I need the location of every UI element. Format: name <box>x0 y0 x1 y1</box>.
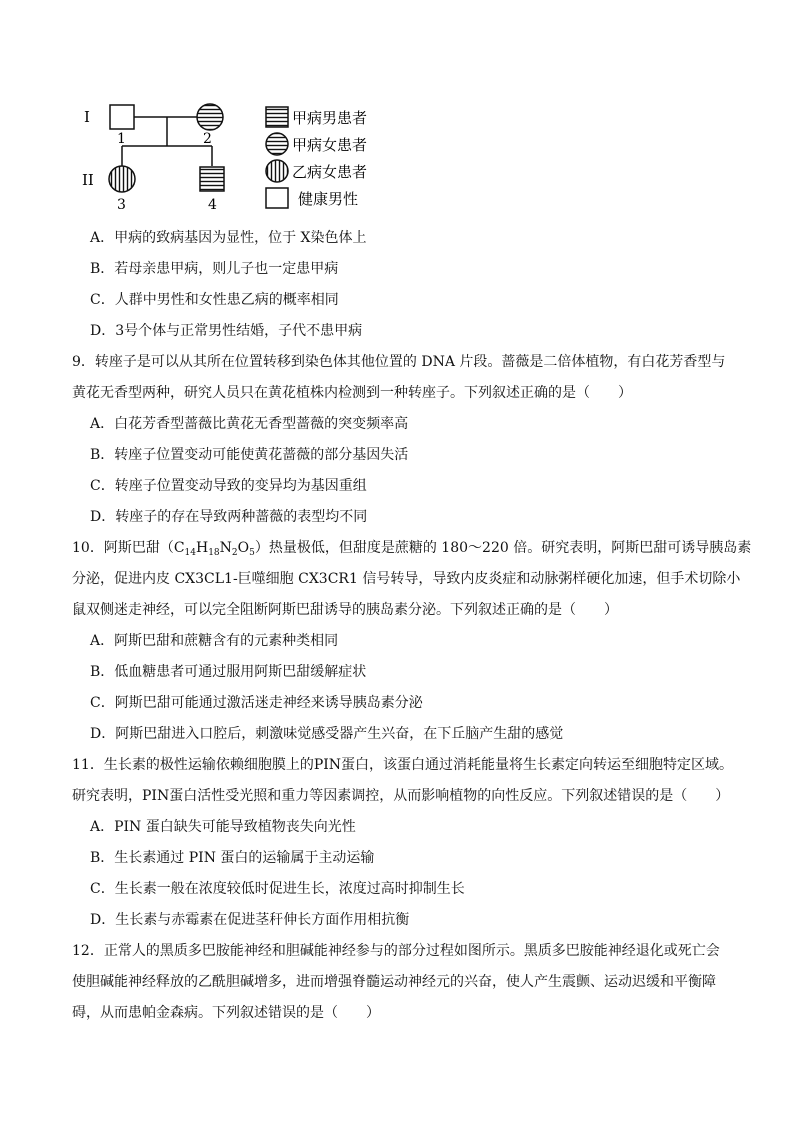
individual-2-circle <box>197 104 223 130</box>
q9-option-d: D．转座子的存在导致两种蔷薇的表型均不同 <box>90 509 368 525</box>
q9-stem-line-1: 9．转座子是可以从其所在位置转移到染色体其他位置的 DNA 片段。蔷薇是二倍体植物，有白花芳香型与 <box>72 354 726 370</box>
individual-4-label: 4 <box>208 197 217 213</box>
q12-stem-line-3: 碍，从而患帕金森病。下列叙述错误的是（ ） <box>72 1005 380 1021</box>
legend-female-a-symbol <box>266 133 288 155</box>
q11-option-d: D．生长素与赤霉素在促进茎秆伸长方面作用相抗衡 <box>90 912 410 928</box>
q10-stem-line-2: 分泌，促进内皮 CX3CL1-巨噬细胞 CX3CR1 信号转导，导致内皮炎症和动脉粥样硬化加速，但手术切除小 <box>72 571 741 587</box>
q10-option-b: B．低血糖患者可通过服用阿斯巴甜缓解症状 <box>90 664 367 680</box>
legend-male-a-label: 甲病男患者 <box>292 109 368 127</box>
q11-stem-line-2: 研究表明，PIN蛋白活性受光照和重力等因素调控，从而影响植物的向性反应。下列叙述错误的是（ ） <box>72 788 730 804</box>
legend-female-b-label: 乙病女患者 <box>292 163 368 181</box>
legend-female-b-symbol <box>266 160 288 182</box>
legend-male-a-symbol <box>266 107 288 127</box>
individual-4-square <box>200 167 224 191</box>
pedigree-chart <box>70 96 410 216</box>
q10-stem-line-1: 10．阿斯巴甜$(C_{14}H_{18}N_2O_5)$热量极低，但甜度是蔗糖的 180～220 倍。研究表明，阿斯巴甜可诱导胰岛素 <box>72 540 752 558</box>
q11-option-a: A．PIN 蛋白缺失可能导致植物丧失向光性 <box>90 819 356 835</box>
q8-option-b: B．若母亲患甲病，则儿子也一定患甲病 <box>90 261 339 277</box>
q8-option-c: C．人群中男性和女性患乙病的概率相同 <box>90 292 339 308</box>
individual-3-label: 3 <box>117 197 126 213</box>
q11-stem-line-1: 11．生长素的极性运输依赖细胞膜上的PIN蛋白，该蛋白通过消耗能量将生长素定向转运至细胞特定区域。 <box>72 757 734 773</box>
q10-option-d: D．阿斯巴甜进入口腔后，刺激味觉感受器产生兴奋，在下丘脑产生甜的感觉 <box>90 726 564 742</box>
q10-option-a: A．阿斯巴甜和蔗糖含有的元素种类相同 <box>90 633 339 649</box>
q8-option-a: A．甲病的致病基因为显性，位于 X染色体上 <box>90 230 367 246</box>
legend-healthy-male-label: 健康男性 <box>298 190 359 208</box>
q9-option-b: B．转座子位置变动可能使黄花蔷薇的部分基因失活 <box>90 447 409 463</box>
q12-stem-line-2: 使胆碱能神经释放的乙酰胆碱增多，进而增强脊髓运动神经元的兴奋，使人产生震颤、运动迟缓和平衡障 <box>72 974 716 990</box>
generation-i-label: I <box>84 108 90 126</box>
q10-stem-line-3: 鼠双侧迷走神经，可以完全阻断阿斯巴甜诱导的胰岛素分泌。下列叙述正确的是（ ） <box>72 602 618 618</box>
q10-option-c: C．阿斯巴甜可能通过激活迷走神经来诱导胰岛素分泌 <box>90 695 423 711</box>
generation-ii-label: II <box>82 171 94 189</box>
individual-1-label: 1 <box>117 131 126 147</box>
individual-2-label: 2 <box>203 131 212 147</box>
q11-option-b: B．生长素通过 PIN 蛋白的运输属于主动运输 <box>90 850 375 866</box>
individual-3-circle <box>109 166 135 192</box>
q12-stem-line-1: 12．正常人的黑质多巴胺能神经和胆碱能神经参与的部分过程如图所示。黑质多巴胺能神经退化或死亡会 <box>72 943 720 959</box>
legend-healthy-male-symbol <box>266 188 288 208</box>
q9-option-a: A．白花芳香型蔷薇比黄花无香型蔷薇的突变频率高 <box>90 416 409 432</box>
q9-option-c: C．转座子位置变动导致的变异均为基因重组 <box>90 478 367 494</box>
q9-stem-line-2: 黄花无香型两种，研究人员只在黄花植株内检测到一种转座子。下列叙述正确的是（ ） <box>72 385 632 401</box>
legend-female-a-label: 甲病女患者 <box>292 136 368 154</box>
q11-option-c: C．生长素一般在浓度较低时促进生长，浓度过高时抑制生长 <box>90 881 465 897</box>
individual-1-square <box>110 105 134 129</box>
q8-option-d: D．3号个体与正常男性结婚，子代不患甲病 <box>90 323 363 339</box>
